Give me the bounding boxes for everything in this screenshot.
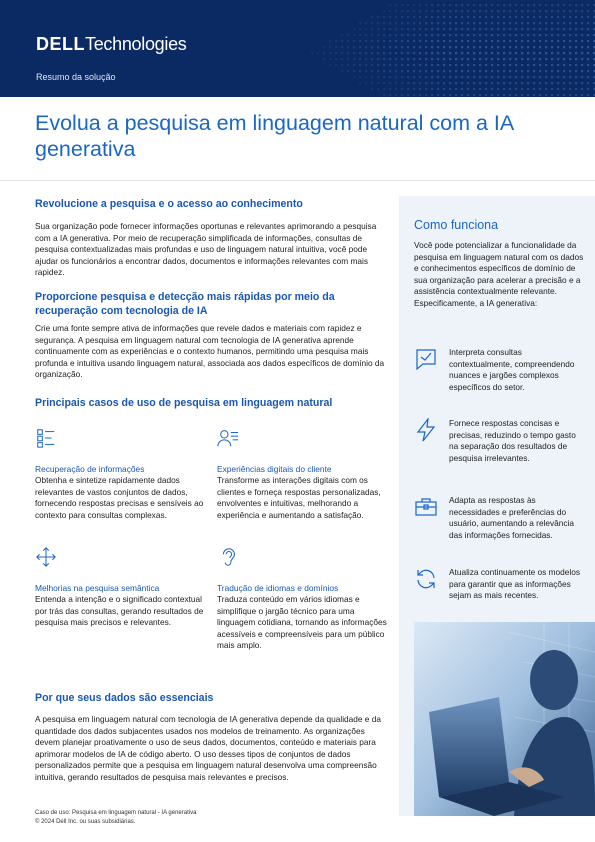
- use-case-traducao: [217, 546, 389, 652]
- section-heading-proporcione: Proporcione pesquisa e detecção mais rápidas por meio da recuperação com tecnologia de IA: [35, 291, 335, 317]
- section-body-dados: A pesquisa em linguagem natural com tecnologia de IA generativa depende da qualidade e da quantidade dos dados subjacentes usados nos modelos de treinamento. As organizações devem planejar proativamente o uso de seus dados, documentos, conteúdo e materiais para aprimorar modelos de IA de código aberto. O uso desses tipos de conjuntos de dados personalizados permite que a pesquisa em linguagem natural desenvolva uma compreensão intuitiva, gerando resultados de pesquisa mais relevantes e precisos.: [35, 714, 381, 782]
- user-list-icon: [217, 427, 239, 449]
- sidebar-item-text: Fornece respostas concisas e precisas, reduzindo o tempo gasto na separação dos resultados de pesquisa irrelevantes.: [449, 418, 576, 463]
- sidebar-item-text: Interpreta consultas contextualmente, compreendendo nuances e jargões complexos específicos do setor.: [449, 347, 575, 392]
- section-body-revolucione: Sua organização pode fornecer informações oportunas e relevantes aprimorando a pesquisa com a IA generativa. Por meio de recuperação simplificada de informações, consultas de pesquisa contextualizadas mais profundas e uso de linguagem natural intuitiva, você pode ajudar os funcionários a encontrar dados, documentos e informações relevantes com mais rapidez.: [35, 221, 377, 278]
- footer-use-case: Caso de uso: Pesquisa em linguagem natural - IA generativa: [35, 810, 197, 816]
- dell-technologies-logo: [36, 34, 186, 55]
- logo-technologies: Technologies: [85, 34, 187, 54]
- toolbox-icon: [414, 495, 438, 519]
- use-case-text: Traduza conteúdo em vários idiomas e simplifique o jargão técnico para uma linguagem cotidiana, tornando as informações acessíveis e compreensíveis para um público mais amplo.: [217, 594, 387, 650]
- decorative-dot-pattern: [265, 0, 595, 97]
- use-case-text: Transforme as interações digitais com os clientes e forneça respostas personalizadas, envolventes e intuitivas, melhorando a experiência e aumentando a satisfação.: [217, 475, 381, 520]
- divider: [0, 180, 595, 181]
- document-type-label: Resumo da solução: [36, 72, 116, 82]
- logo-dell: DELL: [36, 34, 85, 54]
- sidebar-item-text: Adapta as respostas às necessidades e preferências do usuário, aumentando a relevância das informações fornecidas.: [449, 495, 574, 540]
- section-heading-revolucione: Revolucione a pesquisa e o acesso ao conhecimento: [35, 198, 303, 210]
- person-laptop-photo: [414, 622, 595, 816]
- ear-icon: [217, 546, 239, 568]
- section-heading-dados: Por que seus dados são essenciais: [35, 692, 214, 704]
- page-title: Evolua a pesquisa em linguagem natural com a IA generativa: [35, 111, 514, 161]
- sidebar-heading: Como funciona: [414, 218, 499, 232]
- header-band: [0, 0, 595, 97]
- use-case-text: Obtenha e sintetize rapidamente dados relevantes de vastos conjuntos de dados, fornecendo respostas precisas e sensíveis ao contexto para consultas complexas.: [35, 475, 204, 520]
- use-case-recuperacao: [35, 427, 207, 521]
- use-case-text: Entenda a intenção e o significado contextual por trás das consultas, gerando resultados de pesquisa mais precisos e relevantes.: [35, 594, 204, 627]
- section-heading-casos-de-uso: Principais casos de uso de pesquisa em linguagem natural: [35, 397, 333, 409]
- use-case-title: Experiências digitais do cliente: [217, 464, 332, 474]
- refresh-icon: [414, 567, 438, 591]
- use-case-semantica: [35, 546, 207, 629]
- sidebar-item-text: Atualiza continuamente os modelos para garantir que as informações sejam as mais recentes.: [449, 567, 580, 601]
- use-case-title: Melhorias na pesquisa semântica: [35, 583, 160, 593]
- use-case-experiencias: [217, 427, 389, 521]
- lightning-icon: [414, 418, 438, 442]
- sidebar-how-it-works: [399, 196, 595, 816]
- document-grid-icon: [35, 427, 57, 449]
- use-case-title: Tradução de idiomas e domínios: [217, 583, 339, 593]
- footer: [35, 809, 196, 826]
- move-arrows-icon: [35, 546, 57, 568]
- check-chat-icon: [414, 347, 438, 371]
- section-body-proporcione: Crie uma fonte sempre ativa de informações que revele dados e materiais com rapidez e segurança. A pesquisa em linguagem natural com tecnologia de IA generativa aprende continuamente com as experiências e o contexto humanos, permitindo uma pesquisa mais profunda e intuitiva usando linguagem natural, associada aos dados específicos de domínio da organização.: [35, 323, 385, 380]
- use-case-title: Recuperação de informações: [35, 464, 145, 474]
- sidebar-intro: Você pode potencializar a funcionalidade da pesquisa em linguagem natural com os dados e conhecimentos específicos de domínio de sua organização para acelerar a precisão e a assistência contextualmente relevante. Especificamente, a IA generativa:: [414, 240, 584, 308]
- footer-copyright: © 2024 Dell Inc. ou suas subsidiárias.: [35, 818, 136, 825]
